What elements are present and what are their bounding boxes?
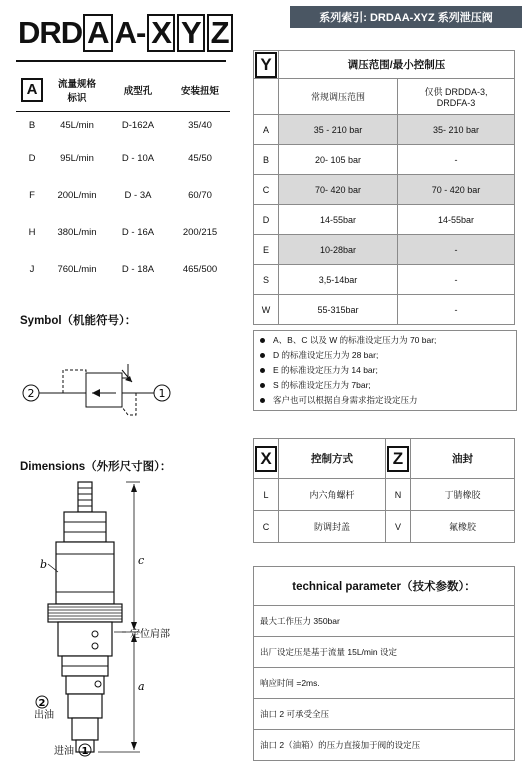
port1-symbol-label: 1 — [158, 387, 166, 400]
model-sep: A- — [114, 15, 146, 50]
note-item: A、B、C 以及 W 的标准设定压力为 70 bar; — [254, 333, 516, 348]
dim-b-label: b — [40, 558, 48, 571]
table-row: 响应时间 =2ms. — [254, 668, 515, 699]
note-item: S 的标准设定压力为 7bar; — [254, 378, 516, 393]
table-row: D 14-55bar 14-55bar — [254, 205, 515, 235]
model-box-z: Z — [207, 14, 233, 52]
note-item: E 的标准设定压力为 14 bar; — [254, 363, 516, 378]
table-row: 油口 2 可承受全压 — [254, 699, 515, 730]
tech-title: technical parameter（技术参数）： — [254, 567, 515, 606]
table-row: 最大工作压力 350bar — [254, 606, 515, 637]
col-special-range-sub: DRDFA-3 — [436, 98, 476, 108]
dim-a-label: a — [138, 680, 145, 693]
table-row: S 3,5-14bar - — [254, 265, 515, 295]
table-row: H 380L/min D - 16A 200/215 — [28, 227, 218, 238]
col-normal-range: 常规调压范围 — [279, 79, 398, 115]
table-a-letter: A — [21, 78, 43, 102]
model-box-x: X — [147, 14, 175, 52]
note-item: 客户也可以根据自身需求指定设定压力 — [254, 393, 516, 408]
table-row: W 55-315bar - — [254, 295, 515, 325]
setting-notes — [253, 330, 517, 411]
table-row: L 内六角螺杆 N 丁腈橡胶 — [254, 479, 515, 511]
table-y-letter: Y — [255, 52, 277, 78]
port2-dim-number: 2 — [38, 698, 46, 709]
col-flow: 流量规格 — [57, 79, 96, 90]
dimension-drawing — [18, 476, 218, 776]
table-row: J 760L/min D - 18A 465/500 — [29, 264, 218, 275]
header-rule — [16, 60, 226, 62]
control-mode-title: 控制方式 — [279, 439, 386, 479]
col-special-range: 仅供 DRDDA-3, — [424, 87, 488, 97]
table-row: B 20- 105 bar - — [254, 145, 515, 175]
table-z-letter: Z — [387, 446, 409, 472]
flow-spec-table — [16, 70, 230, 288]
port2-symbol-label: 2 — [27, 387, 35, 400]
table-row: D 95L/min D - 10A 45/50 — [28, 153, 212, 164]
table-row: B 45L/min D-162A 35/40 — [28, 119, 212, 131]
model-box-a: A — [83, 14, 112, 52]
control-seal-table — [253, 438, 515, 543]
port2-dim-label: 出油 — [34, 710, 54, 721]
port1-dim-label: 进油 — [54, 746, 74, 757]
port1-dim-number: 1 — [81, 746, 89, 757]
table-row: E 10-28bar - — [254, 235, 515, 265]
symbol-title: Symbol（机能符号）： — [20, 315, 137, 327]
col-cavity: 成型孔 — [123, 86, 153, 97]
seal-title: 油封 — [411, 439, 515, 479]
series-index-banner: 系列索引: DRDAA-XYZ 系列泄压阀 — [290, 6, 522, 28]
table-row: 出厂设定压是基于流量 15L/min 设定 — [254, 637, 515, 668]
col-torque: 安装扭矩 — [180, 86, 219, 97]
note-item: D 的标准设定压力为 28 bar; — [254, 348, 516, 363]
model-prefix: DRD — [18, 15, 83, 50]
table-y-title: 调压范围/最小控制压 — [279, 51, 515, 79]
shoulder-label: 定位肩部 — [130, 629, 170, 640]
dimensions-title: Dimensions（外形尺寸图）： — [20, 461, 172, 473]
model-code — [18, 14, 234, 52]
technical-parameters — [253, 566, 515, 761]
table-row: C 70- 420 bar 70 - 420 bar — [254, 175, 515, 205]
dim-c-label: c — [138, 554, 145, 567]
table-row: 油口 2（油箱）的压力直接加于阀的设定压 — [254, 730, 515, 761]
table-row: C 防调封盖 V 氟橡胶 — [254, 511, 515, 543]
table-row: A 35 - 210 bar 35- 210 bar — [254, 115, 515, 145]
table-a-rule — [16, 111, 230, 112]
table-x-letter: X — [255, 446, 277, 472]
valve-symbol — [18, 340, 208, 430]
table-row: F 200L/min D - 3A 60/70 — [29, 190, 212, 201]
col-flow-sub: 标识 — [67, 93, 87, 104]
pressure-range-table — [253, 50, 515, 325]
model-box-y: Y — [177, 14, 205, 52]
